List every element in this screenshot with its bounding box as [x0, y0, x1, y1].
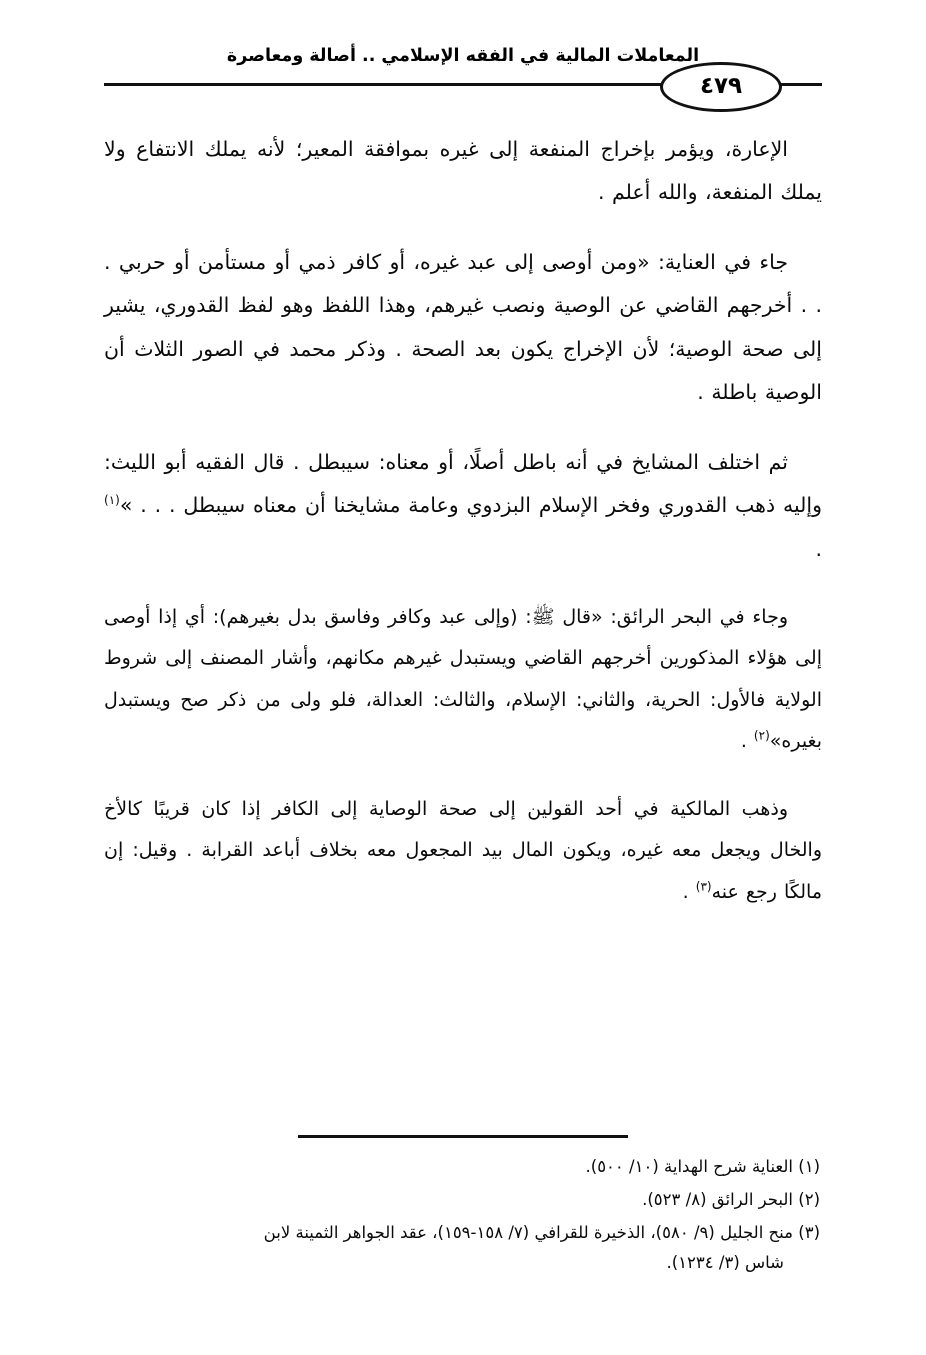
footnote-ref-3[interactable]: (٣): [695, 879, 712, 894]
paragraph-3-text: ثم اختلف المشايخ في أنه باطل أصلًا، أو معناه: سيبطل . قال الفقيه أبو الليث: وإليه ذهب القدوري وفخر الإسلام البزدوي وعامة مشايخنا أن معناه سيبطل . . . »: [104, 449, 822, 518]
footnote-ref-1[interactable]: (١): [104, 493, 120, 508]
footnote-text: منح الجليل (٩/ ٥٨٠)، الذخيرة للقرافي (٧/ ١٥٨-١٥٩)، عقد الجواهر الثمينة لابن: [263, 1222, 793, 1242]
footnote-marker: (٣): [798, 1222, 820, 1242]
footnote-item: [104, 1218, 822, 1278]
paragraph-4-tail: .: [740, 730, 754, 753]
page-number-badge: [660, 62, 782, 112]
paragraph-5: [104, 789, 822, 913]
footnote-marker: (١): [798, 1156, 820, 1176]
paragraph-3-tail: .: [815, 536, 822, 561]
footnote-text-continued: شاس (٣/ ١٢٣٤).: [666, 1252, 784, 1272]
paragraph-5-tail: .: [682, 880, 696, 903]
paragraph-1: الإعارة، ويؤمر بإخراج المنفعة إلى غيره بموافقة المعير؛ لأنه يملك الانتفاع ولا يملك المنفعة، والله أعلم .: [104, 137, 822, 205]
footnote-item: [104, 1185, 822, 1215]
paragraph-4-text: وجاء في البحر الرائق: «قال ﷺ: (وإلى عبد وكافر وفاسق بدل بغيرهم): أي إذا أوصى إلى هؤلاء المذكورين أخرجهم القاضي ويستبدل غيرهم مكانهم، وأشار المصنف إلى شروط الولاية فالأول: الحرية، والثاني: الإسلام، والثالث: العدالة، فلو ولى من ذكر صح ويستبدل بغيره»: [104, 606, 822, 753]
paragraph-4: [104, 597, 822, 763]
paragraph-2: جاء في العناية: «ومن أوصى إلى عبد غيره، أو كافر ذمي أو مستأمن أو حربي . . . أخرجهم القاضي عن الوصية ونصب غيرهم، وهذا اللفظ وهو لفظ القدوري، يشير إلى صحة الوصية؛ لأن الإخراج يكون بعد الصحة . وذكر محمد في الصور الثلاث أن الوصية باطلة .: [104, 249, 822, 405]
book-running-title: المعاملات المالية في الفقه الإسلامي .. أصالة ومعاصرة: [226, 46, 700, 66]
paragraph-3: [104, 441, 822, 571]
footnote-ref-2[interactable]: (٢): [753, 728, 770, 743]
page-number: ٤٧٩: [699, 73, 743, 99]
paragraph-5-text: وذهب المالكية في أحد القولين إلى صحة الوصاية إلى الكافر إذا كان قريبًا كالأخ والخال ويجعل معه غيره، ويكون المال بيد المجعول معه بخلاف أباعد القرابة . وقيل: إن مالكًا رجع عنه: [104, 797, 822, 903]
footnotes-section: [104, 1135, 822, 1281]
footnote-text: البحر الرائق (٨/ ٥٢٣).: [642, 1189, 793, 1209]
footnote-divider: [298, 1135, 628, 1138]
footnote-marker: (٢): [798, 1189, 820, 1209]
footnote-text: العناية شرح الهداية (١٠/ ٥٠٠).: [585, 1156, 793, 1176]
page-header: [104, 46, 822, 110]
footnote-item: [104, 1152, 822, 1182]
page-body: [104, 128, 822, 939]
